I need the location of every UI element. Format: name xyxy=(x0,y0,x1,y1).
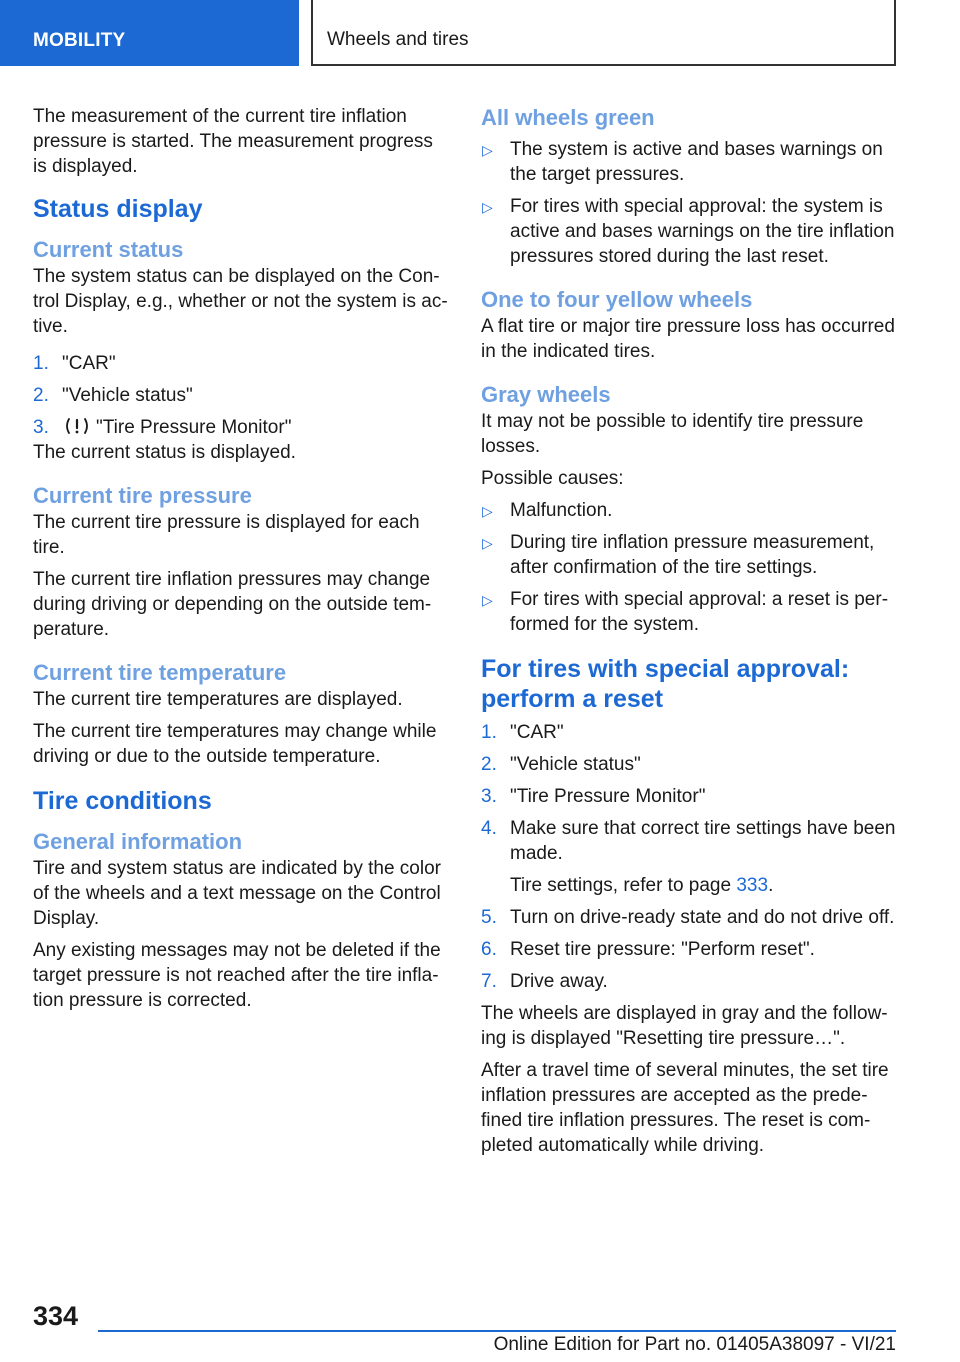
list-item xyxy=(481,816,897,898)
steps-result-paragraph: The current status is displayed. xyxy=(33,442,296,463)
perform-reset-heading: For tires with special approval: perform a reset xyxy=(481,655,850,713)
list-item xyxy=(481,969,897,994)
step-number: 4. xyxy=(481,818,497,839)
all-wheels-green-heading: All wheels green xyxy=(481,105,655,130)
step-text: "CAR" xyxy=(510,722,564,743)
list-item xyxy=(481,137,897,187)
step-text: "Vehicle status" xyxy=(510,754,641,775)
step-text: Reset tire pressure: "Perform reset". xyxy=(510,939,815,960)
current-tire-pressure-heading: Current tire pressure xyxy=(33,483,252,508)
after-reset-paragraph-1: The wheels are displayed in gray and the following is displayed "Resetting tire pressure…". xyxy=(481,1003,888,1049)
step-text: "Vehicle status" xyxy=(62,385,193,406)
step-text: "CAR" xyxy=(62,353,116,374)
possible-causes-label: Possible causes: xyxy=(481,468,624,489)
yellow-paragraph: A flat tire or major tire pressure loss has occurred in the indicated tires. xyxy=(481,316,895,362)
current-tire-temperature-heading: Current tire temperature xyxy=(33,660,287,685)
page-reference-link[interactable]: 333 xyxy=(736,875,769,896)
triangle-bullet-icon: ▷ xyxy=(482,535,493,551)
step-text: Make sure that correct tire settings have been made. xyxy=(510,818,896,864)
list-item xyxy=(33,351,451,376)
intro-paragraph: The measurement of the current tire inflation pressure is started. The measurement progress is displayed. xyxy=(33,106,433,177)
step-number: 6. xyxy=(481,939,497,960)
current-status-paragraph: The system status can be displayed on the Control Display, e.g., whether or not the system is active. xyxy=(33,266,448,337)
yellow-wheels-heading: One to four yellow wheels xyxy=(481,287,753,312)
list-item xyxy=(481,905,897,930)
step-text: Turn on drive-ready state and do not drive off. xyxy=(510,907,895,928)
current-status-heading: Current status xyxy=(33,237,184,262)
temperature-paragraph-2: The current tire temperatures may change while driving or due to the outside temperature. xyxy=(33,721,437,767)
right-column xyxy=(481,104,897,1165)
bullet-text: For tires with special approval: the system is active and bases warnings on the tire inflation pressures stored during the last reset. xyxy=(510,196,895,267)
after-reset-paragraph-2: After a travel time of several minutes, the set tire inflation pressures are accepted as the predefined tire inflation pressures. The reset is completed automatically while driving. xyxy=(481,1060,889,1156)
step-number: 3. xyxy=(481,786,497,807)
step-number: 2. xyxy=(33,385,49,406)
list-item xyxy=(481,587,897,637)
list-item xyxy=(481,752,897,777)
list-item xyxy=(481,937,897,962)
gray-bullet-list xyxy=(481,498,897,637)
general-information-heading: General information xyxy=(33,829,243,854)
bullet-text: For tires with special approval: a reset is performed for the system. xyxy=(510,589,889,635)
step-number: 1. xyxy=(481,722,497,743)
edition-label: Online Edition for Part no. 01405A38097 - VI/21 xyxy=(493,1334,896,1355)
list-item xyxy=(481,720,897,745)
list-item xyxy=(481,784,897,809)
list-item xyxy=(481,194,897,269)
green-bullet-list xyxy=(481,137,897,269)
pressure-paragraph-2: The current tire inflation pressures may change during driving or depending on the outside temperature. xyxy=(33,569,432,640)
reset-steps-list xyxy=(481,720,897,994)
section-tab xyxy=(0,0,299,66)
step-number: 1. xyxy=(33,353,49,374)
step-text: "Tire Pressure Monitor" xyxy=(96,417,292,438)
tire-conditions-heading: Tire conditions xyxy=(33,787,212,815)
footer-divider xyxy=(98,1330,896,1332)
page-reference-line xyxy=(510,873,897,898)
general-paragraph-2: Any existing messages may not be deleted if the target pressure is not reached after the tire inflation pressure is corrected. xyxy=(33,940,441,1011)
bullet-text: During tire inflation pressure measurement, after confirmation of the tire settings. xyxy=(510,532,875,578)
chapter-title: Wheels and tires xyxy=(327,29,469,50)
page-reference-suffix: . xyxy=(768,875,774,896)
left-column xyxy=(33,104,451,1020)
tire-pressure-monitor-icon xyxy=(64,416,90,436)
triangle-bullet-icon: ▷ xyxy=(482,199,493,215)
bullet-text: Malfunction. xyxy=(510,500,613,521)
triangle-bullet-icon: ▷ xyxy=(482,142,493,158)
list-item xyxy=(33,383,451,408)
step-number: 3. xyxy=(33,417,49,438)
step-number: 5. xyxy=(481,907,497,928)
general-paragraph-1: Tire and system status are indicated by the color of the wheels and a text message on the Control Display. xyxy=(33,858,441,929)
step-number: 2. xyxy=(481,754,497,775)
pressure-paragraph-1: The current tire pressure is displayed for each tire. xyxy=(33,512,420,558)
list-item xyxy=(33,415,451,440)
bullet-text: The system is active and bases warnings on the target pressures. xyxy=(510,139,883,185)
page-number: 334 xyxy=(33,1301,79,1331)
list-item xyxy=(481,498,897,523)
page-reference-prefix: Tire settings, refer to page xyxy=(510,875,737,896)
gray-wheels-heading: Gray wheels xyxy=(481,382,611,407)
section-title: MOBILITY xyxy=(33,30,126,51)
step-number: 7. xyxy=(481,971,497,992)
step-text: Drive away. xyxy=(510,971,608,992)
status-steps-list xyxy=(33,351,451,440)
chapter-box xyxy=(311,0,896,66)
gray-paragraph: It may not be possible to identify tire pressure losses. xyxy=(481,411,864,457)
step-text: "Tire Pressure Monitor" xyxy=(510,786,706,807)
list-item xyxy=(481,530,897,580)
page-header xyxy=(0,0,960,66)
triangle-bullet-icon: ▷ xyxy=(482,592,493,608)
temperature-paragraph-1: The current tire temperatures are displayed. xyxy=(33,689,403,710)
status-display-heading: Status display xyxy=(33,195,203,223)
triangle-bullet-icon: ▷ xyxy=(482,503,493,519)
